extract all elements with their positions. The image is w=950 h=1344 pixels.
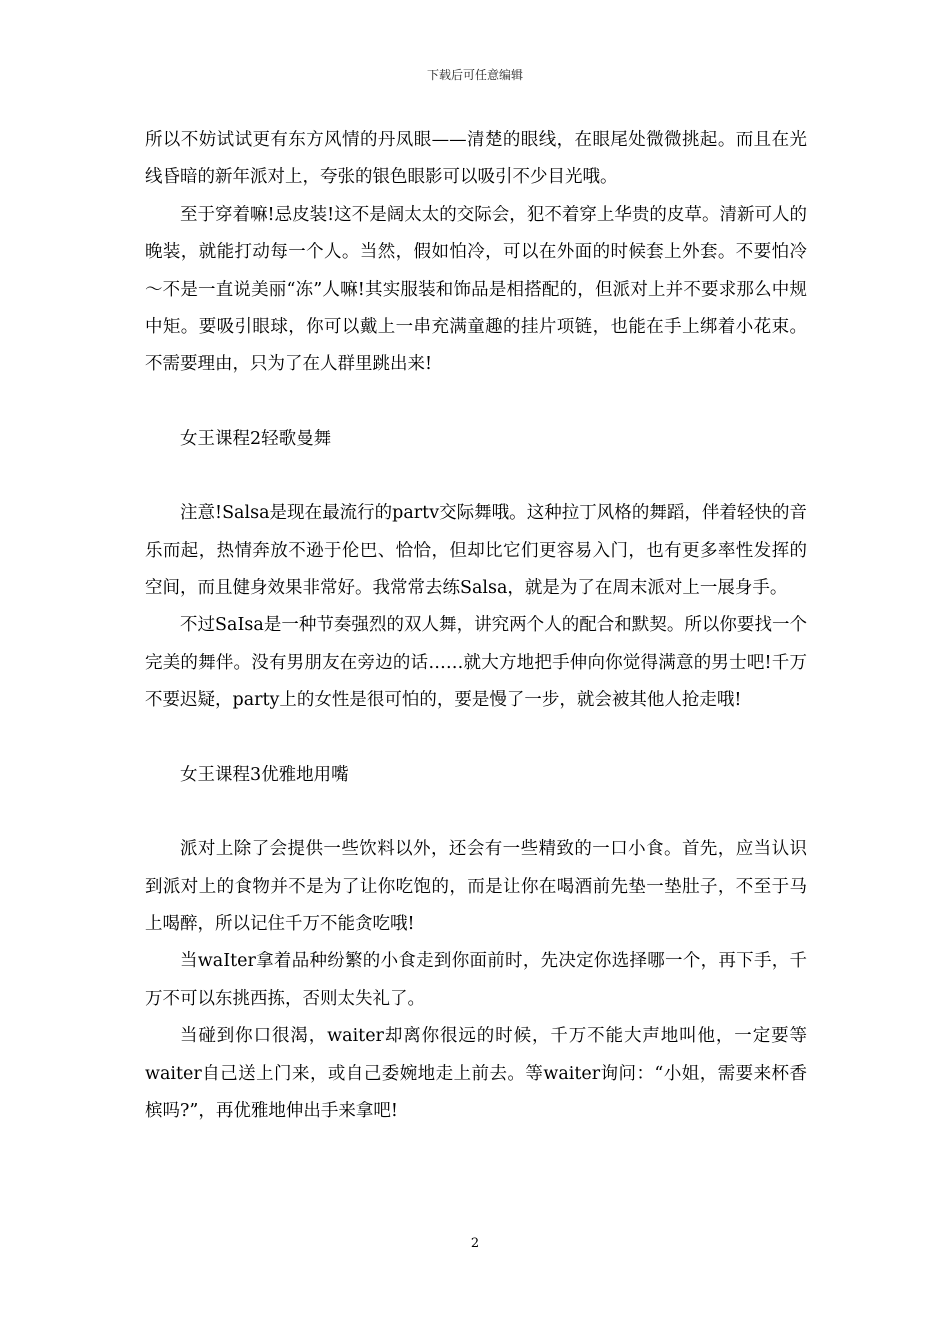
page-body: [145, 122, 807, 1130]
paragraph: 至于穿着嘛!忌皮装!这不是阔太太的交际会，犯不着穿上华贵的皮草。清新可人的晚装，就能打动每一个人。当然，假如怕冷，可以在外面的时候套上外套。不要怕冷～不是一直说美丽“冻”人嘛!其实服装和饰品是相搭配的，但派对上并不要求那么中规中矩。要吸引眼球，你可以戴上一串充满童趣的挂片项链，也能在手上绑着小花束。不需要理由，只为了在人群里跳出来!: [145, 204, 807, 375]
section-heading: 女王课程3优雅地用嘴: [180, 764, 349, 785]
paragraph: 派对上除了会提供一些饮料以外，还会有一些精致的一口小食。首先，应当认识到派对上的食物并不是为了让你吃饱的，而是让你在喝酒前先垫一垫肚子，不至于马上喝醉，所以记住千万不能贪吃哦!: [145, 839, 807, 934]
section-heading: 女王课程2轻歌曼舞: [180, 428, 332, 449]
paragraph: 当waIter拿着品种纷繁的小食走到你面前时，先决定你选择哪一个，再下手，千万不可以东挑西拣，否则太失礼了。: [145, 951, 807, 1009]
paragraph: 所以不妨试试更有东方风情的丹凤眼——清楚的眼线，在眼尾处微微挑起。而且在光线昏暗的新年派对上，夸张的银色眼影可以吸引不少目光哦。: [145, 130, 807, 188]
page-number: 2: [470, 1236, 480, 1251]
page-header: 下载后可任意编辑: [426, 68, 523, 82]
paragraph: 当碰到你口很渴，waiter却离你很远的时候，千万不能大声地叫他，一定要等waiter自己送上门来，或自己委婉地走上前去。等waiter询问：“小姐，需要来杯香槟吗?”，再优雅地伸出手来拿吧!: [145, 1026, 807, 1121]
paragraph: 注意!Salsa是现在最流行的partv交际舞哦。这种拉丁风格的舞蹈，伴着轻快的音乐而起，热情奔放不逊于伦巴、恰恰，但却比它们更容易入门，也有更多率性发挥的空间，而且健身效果非常好。我常常去练Salsa，就是为了在周末派对上一展身手。: [145, 503, 807, 599]
paragraph: 不过SaIsa是一种节奏强烈的双人舞，讲究两个人的配合和默契。所以你要找一个完美的舞伴。没有男朋友在旁边的话……就大方地把手伸向你觉得满意的男士吧!千万不要迟疑，party上的女性是很可怕的，要是慢了一步，就会被其他人抢走哦!: [145, 615, 807, 711]
